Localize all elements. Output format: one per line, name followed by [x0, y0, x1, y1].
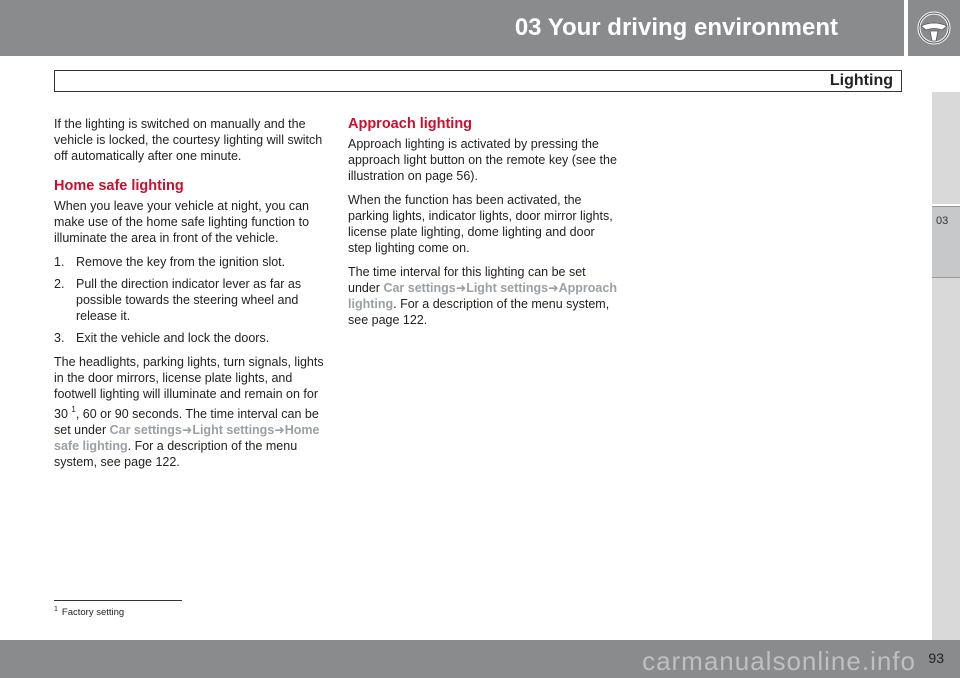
chapter-side-tab-label: 03: [936, 215, 949, 227]
side-tab-spacer-top: [932, 92, 960, 204]
chapter-side-tab: [932, 206, 960, 278]
text-run: , 60 or 90 seconds. The time interval can be set under: [54, 407, 319, 437]
steering-wheel-icon: [916, 10, 952, 46]
watermark: carmanualsonline.info: [642, 646, 916, 676]
home-safe-intro-paragraph: When you leave your vehicle at night, you can make use of the home safe lighting function to illuminate the area in front of the vehicle.: [54, 199, 310, 245]
text-run: . For a description of the menu system, see page 122.: [54, 439, 298, 469]
home-safe-lighting-heading: Home safe lighting: [54, 178, 184, 194]
header-band: [0, 0, 904, 56]
chapter-title: 03 Your driving environment: [514, 14, 838, 41]
arrow-right-icon: ➜: [548, 281, 559, 295]
menu-path-home-safe-lighting: Home safe lighting: [54, 423, 320, 453]
side-tab-spacer-bottom: [932, 278, 960, 640]
arrow-right-icon: ➜: [455, 281, 467, 295]
footnote-mark: 1: [54, 606, 58, 613]
footnote: [54, 606, 124, 618]
section-title: Lighting: [829, 72, 893, 89]
footer-band: [0, 640, 960, 678]
approach-function-paragraph: When the function has been activated, the parking lights, indicator lights, door mirror lights, license plate lighting, dome lighting and door step lighting come on.: [348, 193, 613, 255]
home-safe-details-paragraph: [54, 354, 326, 470]
footnote-text: Factory setting: [61, 607, 125, 618]
text-run: . For a description of the menu system, see page 122.: [348, 297, 610, 327]
steps-list: [54, 254, 326, 346]
step-text: Remove the key from the ignition slot.: [76, 255, 286, 269]
menu-path-car-settings: Car settings: [109, 423, 182, 437]
footnote-ref: 1: [71, 405, 76, 414]
step-text: Exit the vehicle and lock the doors.: [76, 331, 270, 345]
list-item: [54, 254, 326, 270]
text-run: The headlights, parking lights, turn signals, lights in the door mirrors, license plate lights, and footwell lighting will illuminate and remain on for 30: [54, 355, 324, 421]
menu-path-light-settings: Light settings: [466, 281, 549, 295]
list-item: [54, 276, 326, 324]
list-item: [54, 330, 326, 346]
arrow-right-icon: ➜: [181, 423, 193, 437]
menu-path-light-settings: Light settings: [192, 423, 275, 437]
text-run: The time interval for this lighting can be set under: [348, 265, 586, 295]
approach-interval-paragraph: [348, 264, 620, 328]
approach-lighting-heading: Approach lighting: [348, 116, 473, 132]
left-column: [54, 116, 326, 478]
step-number: 3.: [54, 331, 65, 345]
arrow-right-icon: ➜: [274, 423, 285, 437]
approach-intro-paragraph: Approach lighting is activated by pressing the approach light button on the remote key (see the illustration on page 56).: [348, 137, 617, 183]
page-number: 93: [928, 650, 944, 666]
step-number: 2.: [54, 277, 65, 291]
step-text: Pull the direction indicator lever as far as possible towards the steering wheel and release it.: [76, 277, 302, 323]
section-bar: [54, 70, 902, 92]
menu-path-car-settings: Car settings: [383, 281, 456, 295]
chapter-icon-box: [908, 0, 960, 56]
step-number: 1.: [54, 255, 65, 269]
intro-paragraph: If the lighting is switched on manually and the vehicle is locked, the courtesy lighting will switch off automatically after one minute.: [54, 117, 323, 163]
middle-column: [348, 116, 620, 336]
footnote-divider: [54, 600, 182, 601]
menu-path-approach-lighting: Approach lighting: [348, 281, 617, 311]
